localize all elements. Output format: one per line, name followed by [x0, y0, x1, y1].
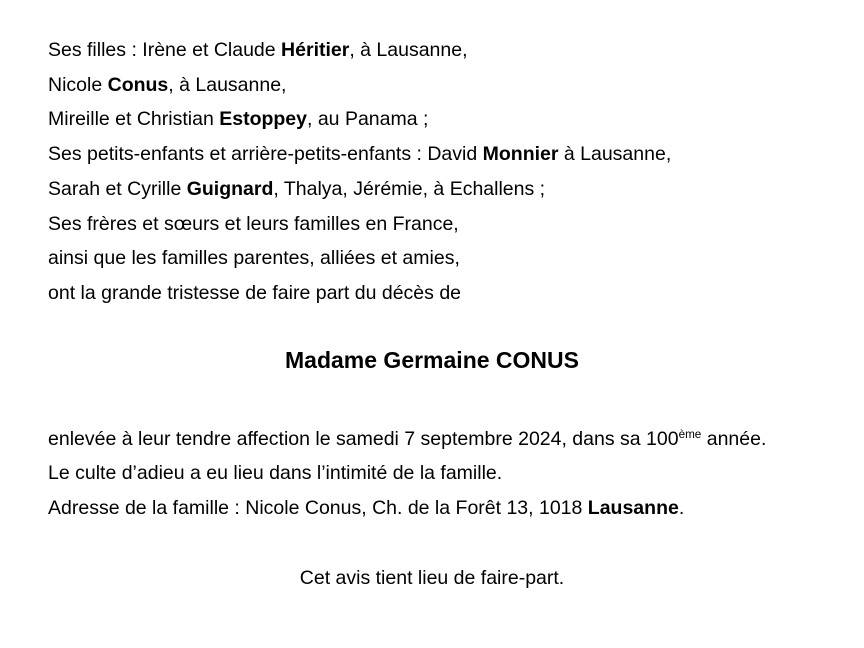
emphasized-name: Lausanne — [587, 497, 679, 520]
emphasized-name: Estoppey — [219, 108, 307, 131]
text-segment: ont la grande tristesse de faire part du décès de — [48, 281, 462, 304]
text-segment: Ses frères et sœurs et leurs familles en France, — [48, 212, 459, 235]
text-segment: Ses filles : Irène et Claude — [48, 39, 282, 61]
text-segment: , au Panama ; — [307, 108, 429, 131]
emphasized-name: Héritier — [281, 39, 350, 61]
notice-line — [48, 102, 816, 137]
text-segment: , à Lausanne, — [349, 39, 468, 61]
emphasized-name: Monnier — [482, 143, 559, 166]
text-segment: à Lausanne, — [558, 143, 672, 166]
notice-line — [48, 491, 816, 526]
details-paragraph — [48, 422, 816, 526]
text-segment: année. — [701, 427, 767, 450]
notice-line — [48, 68, 816, 103]
deceased-name-title: Madame Germaine CONUS — [285, 346, 579, 373]
text-segment: Mireille et Christian — [48, 108, 220, 131]
emphasized-name: Conus — [107, 73, 169, 96]
text-segment: ème — [678, 428, 702, 442]
footer-note: Cet avis tient lieu de faire-part. — [299, 566, 565, 589]
notice-line — [48, 241, 816, 276]
notice-line — [48, 207, 816, 242]
notice-line — [48, 137, 816, 172]
notice-line — [48, 33, 816, 68]
text-segment: Sarah et Cyrille — [48, 177, 187, 200]
text-segment: Ses petits-enfants et arrière-petits-enfants : David — [48, 143, 483, 166]
text-segment: , Thalya, Jérémie, à Echallens ; — [273, 177, 546, 200]
family-intro-paragraph — [48, 33, 816, 311]
emphasized-name: Guignard — [186, 177, 274, 200]
notice-line — [48, 172, 816, 207]
text-segment: Adresse de la famille : Nicole Conus, Ch. de la Forêt 13, 1018 — [48, 497, 588, 520]
text-segment: . — [678, 497, 685, 520]
text-segment: ainsi que les familles parentes, alliées et amies, — [48, 247, 460, 270]
notice-line — [48, 456, 816, 491]
text-segment: Nicole — [48, 73, 108, 96]
text-segment: Le culte d’adieu a eu lieu dans l’intimité de la famille. — [48, 462, 503, 485]
text-segment: enlevée à leur tendre affection le samedi 7 septembre 2024, dans sa 100 — [48, 427, 679, 450]
notice-line — [48, 276, 816, 311]
notice-line — [48, 422, 816, 457]
text-segment: , à Lausanne, — [168, 73, 287, 96]
